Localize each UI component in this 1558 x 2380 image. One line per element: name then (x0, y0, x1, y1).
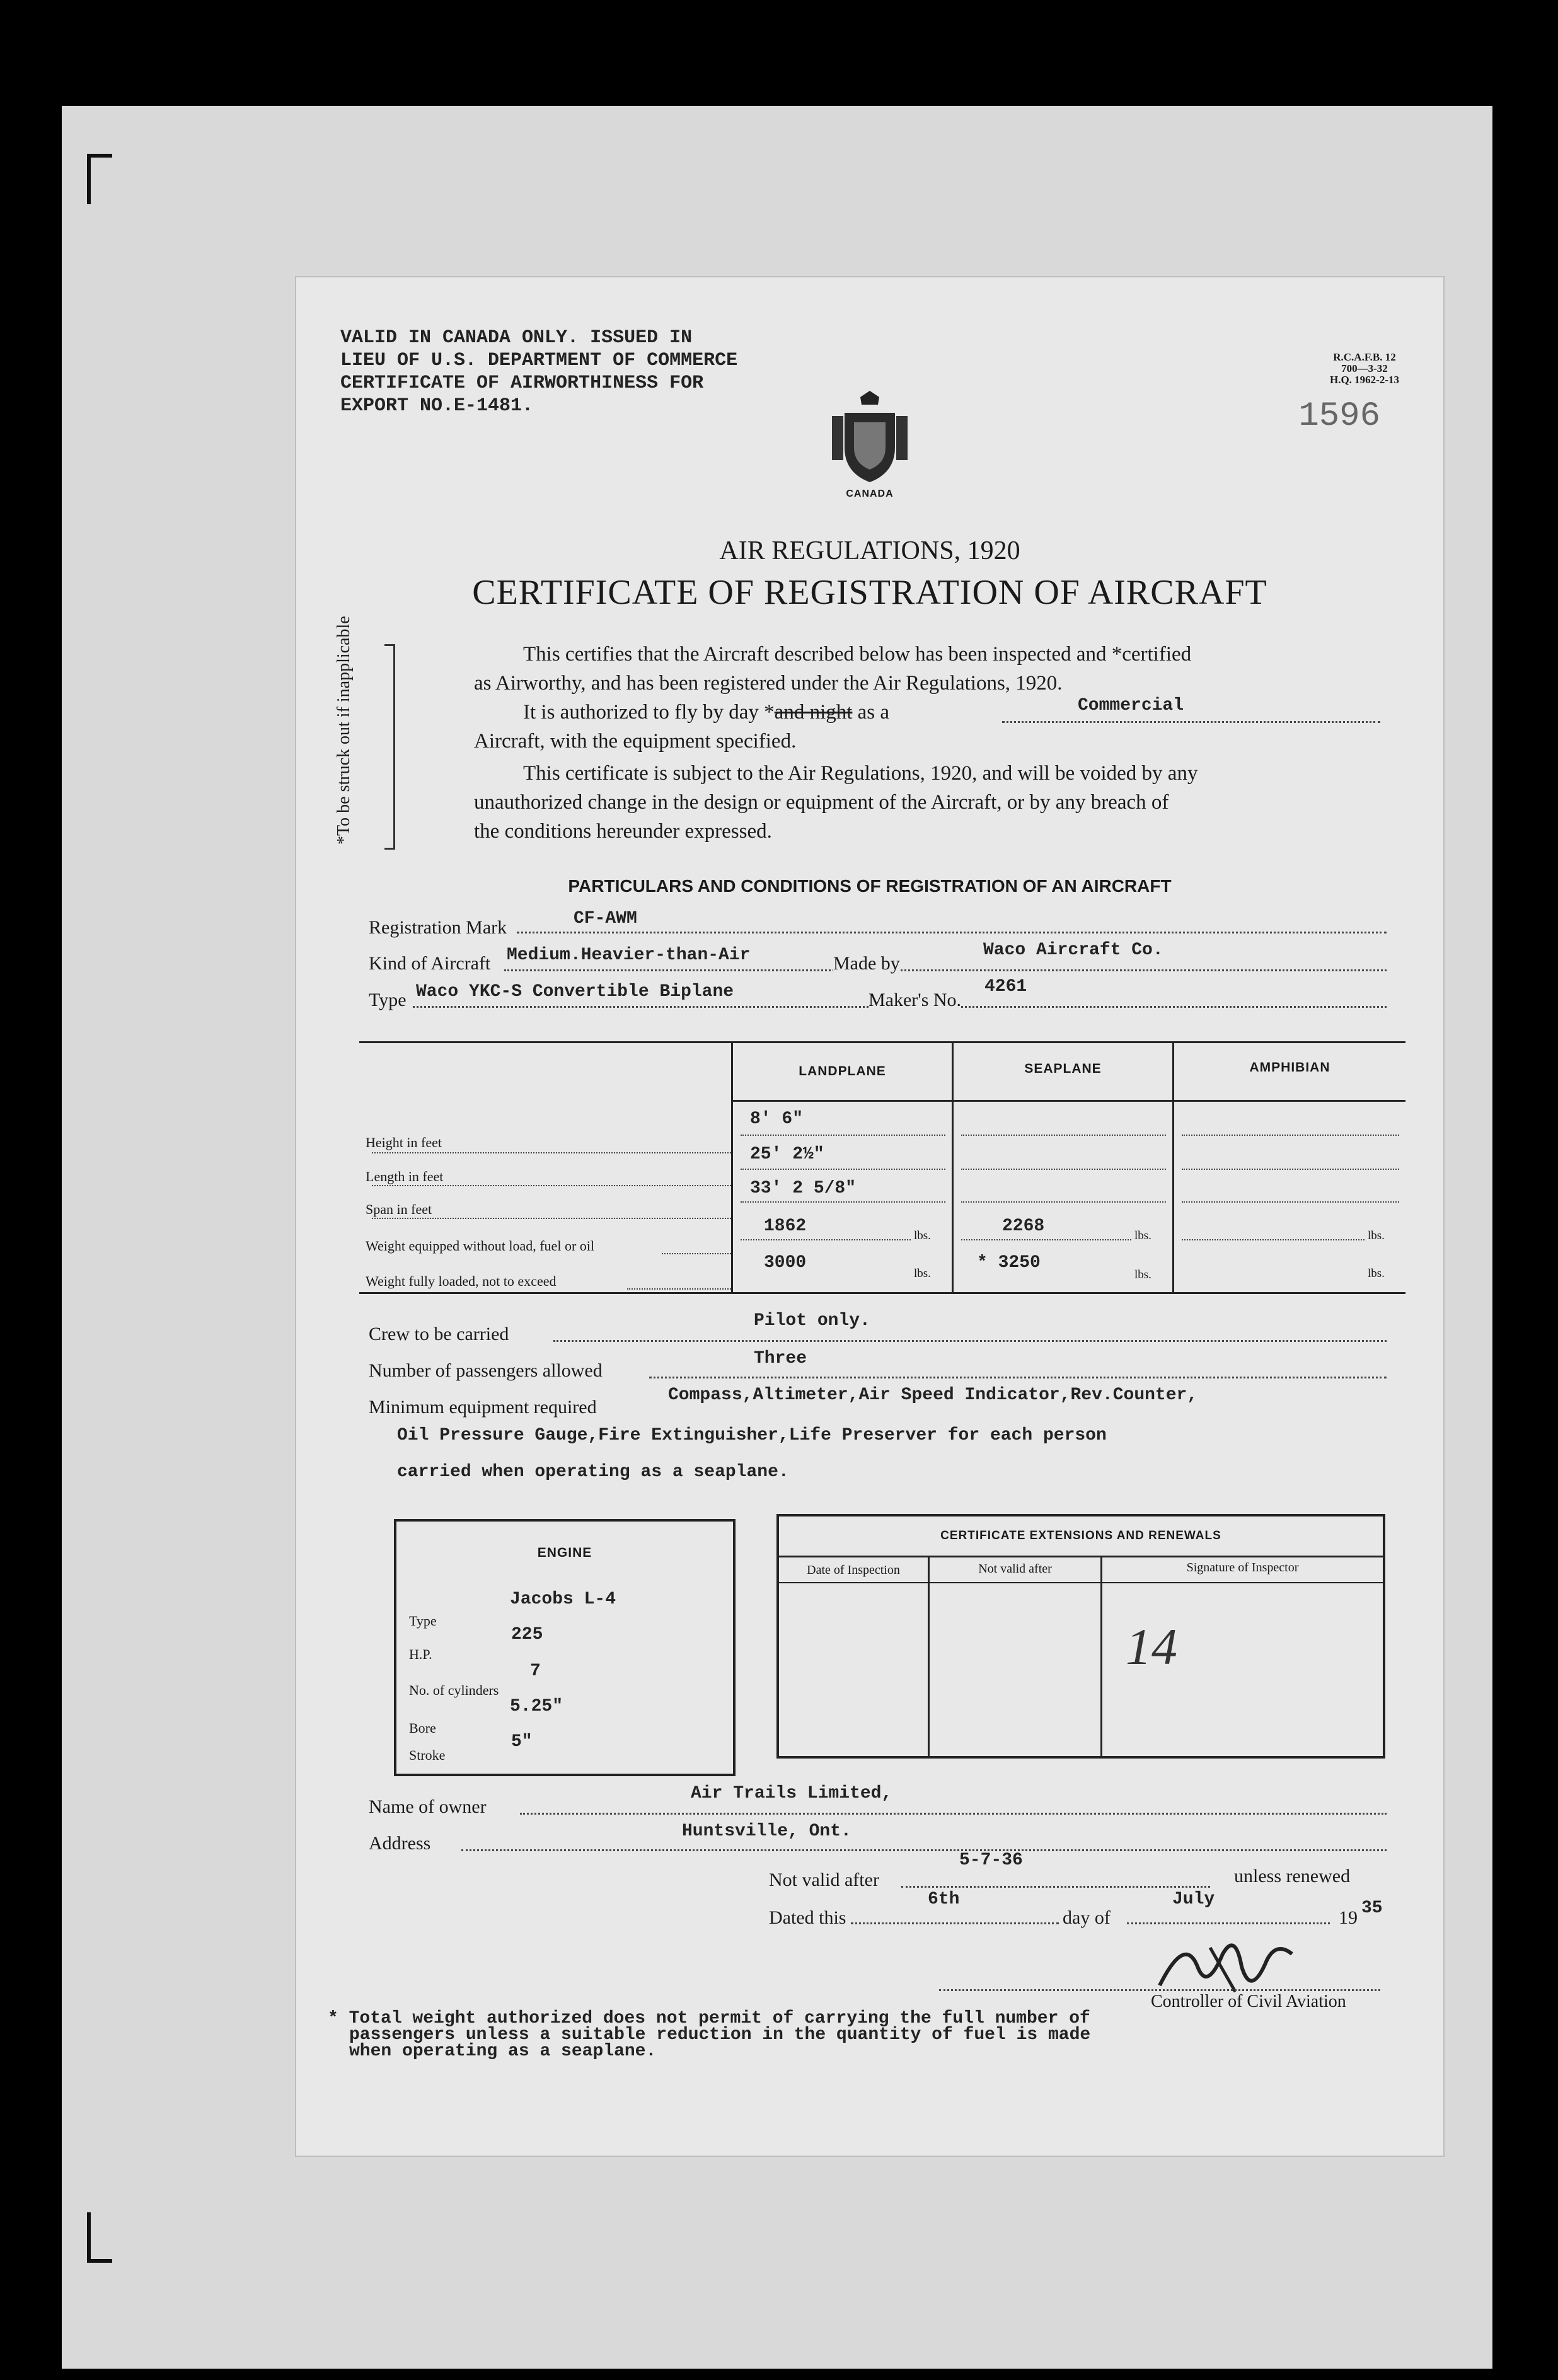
header-note-line: VALID IN CANADA ONLY. ISSUED IN (340, 327, 693, 349)
regulations-title: AIR REGULATIONS, 1920 (719, 536, 1020, 565)
address-value: Huntsville, Ont. (682, 1822, 851, 1841)
para2-dots (1002, 721, 1380, 723)
extensions-col-1 (928, 1556, 930, 1756)
crew-label: Crew to be carried (369, 1324, 509, 1344)
col-header-amphibian: AMPHIBIAN (1249, 1060, 1330, 1075)
para3 (474, 759, 1197, 846)
makers-no-label: Maker's No. (868, 990, 962, 1010)
para3-line: unauthorized change in the design or equipment of the Aircraft, or by any breach of (474, 791, 1169, 814)
unit-lbs: lbs. (1134, 1229, 1151, 1242)
footnote-line: passengers unless a suitable reduction in the quantity of fuel is made (349, 2025, 1091, 2045)
col-header-landplane: LANDPLANE (799, 1064, 886, 1078)
length-landplane: 25' 2½" (750, 1145, 824, 1164)
not-valid-label: Not valid after (769, 1869, 879, 1890)
unit-lbs: lbs. (1368, 1267, 1385, 1280)
cell-dots (741, 1239, 911, 1240)
not-valid-value: 5-7-36 (959, 1851, 1023, 1870)
canada-crest (829, 391, 911, 498)
para3-line: the conditions hereunder expressed. (474, 820, 772, 843)
cell-dots (961, 1201, 1166, 1203)
engine-cylinders-value: 7 (530, 1661, 541, 1681)
para2-lead: It is authorized to fly by day * (523, 701, 775, 724)
table-top-rule (359, 1041, 1405, 1043)
crop-mark-bottom-left-h (87, 2259, 112, 2263)
unit-lbs: lbs. (914, 1229, 931, 1242)
crop-mark-bottom-left (87, 2212, 91, 2263)
extensions-header-rule (779, 1556, 1383, 1557)
controller-dots (939, 1989, 1380, 1991)
engine-box (394, 1519, 736, 1776)
engine-stroke-value: 5" (511, 1732, 533, 1752)
equipment-label: Minimum equipment required (369, 1397, 597, 1418)
address-label: Address (369, 1833, 431, 1854)
engine-bore-value: 5.25" (510, 1697, 563, 1716)
main-title: CERTIFICATE OF REGISTRATION OF AIRCRAFT (472, 573, 1267, 612)
form-code-line: 700—3-32 (1341, 362, 1388, 374)
header-note-line: LIEU OF U.S. DEPARTMENT OF COMMERCE (340, 350, 738, 371)
equipment-line2: Oil Pressure Gauge,Fire Extinguisher,Life Preserver for each person (397, 1426, 1107, 1445)
crest-label: CANADA (846, 488, 894, 499)
type-label: Type (369, 990, 407, 1010)
year-suffix: 35 (1361, 1898, 1383, 1918)
dated-day: 6th (928, 1890, 960, 1909)
unit-lbs: lbs. (1368, 1229, 1385, 1242)
footnote-line: when operating as a seaplane. (349, 2042, 657, 2061)
para1-line2: as Airworthy, and has been registered under the Air Regulations, 1920. (474, 672, 1063, 695)
struck-text: and night (774, 701, 853, 724)
kind-value: Medium.Heavier-than-Air (507, 945, 751, 965)
para2-line2: Aircraft, with the equipment specified. (474, 730, 797, 753)
side-note: *To be struck out if inapplicable (334, 616, 354, 845)
table-col-2 (952, 1041, 954, 1292)
height-landplane: 8' 6" (750, 1109, 804, 1129)
header-note-line: EXPORT NO.E-1481. (340, 395, 534, 417)
col-date-of-inspection: Date of Inspection (807, 1563, 900, 1577)
cell-dots (1182, 1135, 1399, 1136)
flight-class-value: Commercial (1078, 696, 1184, 715)
registration-value: CF-AWM (574, 909, 637, 928)
col-signature-of-inspector: Signature of Inspector (1186, 1561, 1299, 1574)
passengers-dots (649, 1377, 1387, 1378)
dated-day-dots (851, 1922, 1059, 1924)
row-label-length: Length in feet (366, 1169, 444, 1184)
row-dots (372, 1218, 731, 1219)
cell-dots (1182, 1239, 1365, 1240)
form-code (1330, 352, 1399, 386)
engine-cylinders-label: No. of cylinders (409, 1682, 499, 1698)
year-prefix: 19 (1339, 1907, 1358, 1928)
engine-title: ENGINE (537, 1545, 592, 1560)
registration-label: Registration Mark (369, 917, 507, 938)
extensions-col-2 (1100, 1556, 1102, 1756)
passengers-label: Number of passengers allowed (369, 1360, 603, 1381)
para1-line1: This certifies that the Aircraft described below has been inspected and *certified (523, 643, 1192, 666)
dated-month: July (1172, 1890, 1215, 1909)
table-bottom-rule (359, 1292, 1405, 1294)
row-label-span: Span in feet (366, 1201, 432, 1217)
row-dots (372, 1152, 731, 1153)
table-col-3 (1172, 1041, 1174, 1292)
cell-dots (961, 1169, 1166, 1170)
header-note (340, 326, 737, 417)
header-note-line: CERTIFICATE OF AIRWORTHINESS FOR (340, 373, 704, 394)
kind-dots (504, 969, 1387, 971)
controller-label: Controller of Civil Aviation (1151, 1992, 1346, 2011)
row-label-height: Height in feet (366, 1135, 442, 1150)
cell-dots (741, 1169, 945, 1170)
side-bracket (384, 644, 395, 850)
owner-dots (520, 1813, 1387, 1815)
empty-weight-seaplane: 2268 (1002, 1216, 1045, 1236)
handwritten-mark: 14 (1126, 1618, 1177, 1675)
day-of-label: day of (1063, 1907, 1111, 1928)
cell-dots (1182, 1201, 1399, 1203)
loaded-weight-seaplane: * 3250 (977, 1253, 1041, 1273)
cell-dots (741, 1135, 945, 1136)
makers-no-value: 4261 (984, 977, 1027, 996)
crew-value: Pilot only. (754, 1311, 870, 1331)
engine-hp-value: 225 (511, 1625, 543, 1644)
row-dots (662, 1253, 731, 1254)
type-value: Waco YKC-S Convertible Biplane (416, 982, 734, 1002)
footnote (328, 2011, 1090, 2060)
footnote-line: * Total weight authorized does not permit of carrying the full number of (328, 2009, 1090, 2028)
row-dots (627, 1288, 731, 1290)
row-dots (372, 1185, 731, 1186)
cell-dots (1182, 1169, 1399, 1170)
unit-lbs: lbs. (914, 1267, 931, 1280)
unit-lbs: lbs. (1134, 1268, 1151, 1281)
passengers-value: Three (754, 1349, 807, 1368)
form-code-line: H.Q. 1962-2-13 (1329, 374, 1399, 386)
extensions-subheader-rule (779, 1582, 1383, 1583)
made-by-value: Waco Aircraft Co. (983, 940, 1163, 960)
equipment-line1: Compass,Altimeter,Air Speed Indicator,Rev.Counter, (668, 1385, 1198, 1405)
registration-dots (517, 932, 1387, 933)
para3-line: This certificate is subject to the Air Regulations, 1920, and will be voided by any (523, 762, 1198, 785)
col-not-valid-after: Not valid after (978, 1562, 1052, 1576)
particulars-title: PARTICULARS AND CONDITIONS OF REGISTRATION OF AN AIRCRAFT (568, 876, 1172, 896)
cell-dots (961, 1239, 1131, 1240)
extensions-title: CERTIFICATE EXTENSIONS AND RENEWALS (940, 1529, 1221, 1542)
col-header-seaplane: SEAPLANE (1024, 1061, 1102, 1076)
dated-label: Dated this (769, 1907, 846, 1928)
crop-mark-top-left-h (87, 154, 112, 158)
made-by-label: Made by (833, 953, 900, 974)
extensions-box (776, 1514, 1385, 1759)
row-label-empty-weight: Weight equipped without load, fuel or oil (366, 1238, 594, 1254)
kind-label: Kind of Aircraft (369, 953, 491, 974)
file-number: 1596 (1298, 397, 1380, 436)
crop-mark-top-left (87, 154, 91, 204)
address-dots (461, 1849, 1387, 1851)
cell-dots (961, 1135, 1166, 1136)
certificate-document (296, 277, 1443, 2156)
owner-label: Name of owner (369, 1796, 487, 1817)
owner-value: Air Trails Limited, (691, 1784, 892, 1803)
para2-mid: as a (852, 701, 890, 724)
unless-renewed: unless renewed (1234, 1866, 1351, 1886)
crew-dots (553, 1340, 1387, 1342)
table-header-rule (731, 1100, 1405, 1102)
engine-type-label: Type (409, 1613, 437, 1629)
form-code-line: R.C.A.F.B. 12 (1333, 351, 1396, 363)
not-valid-dots (901, 1886, 1210, 1888)
para2 (523, 701, 889, 724)
engine-bore-label: Bore (409, 1720, 436, 1736)
loaded-weight-landplane: 3000 (764, 1253, 807, 1273)
equipment-line3: carried when operating as a seaplane. (397, 1462, 789, 1482)
engine-type-value: Jacobs L-4 (510, 1590, 616, 1609)
cell-dots (741, 1201, 945, 1203)
empty-weight-landplane: 1862 (764, 1216, 807, 1236)
engine-stroke-label: Stroke (409, 1747, 446, 1763)
row-label-loaded-weight: Weight fully loaded, not to exceed (366, 1273, 557, 1289)
span-landplane: 33' 2 5/8" (750, 1179, 857, 1198)
engine-hp-label: H.P. (409, 1646, 432, 1662)
dated-month-dots (1127, 1922, 1330, 1924)
